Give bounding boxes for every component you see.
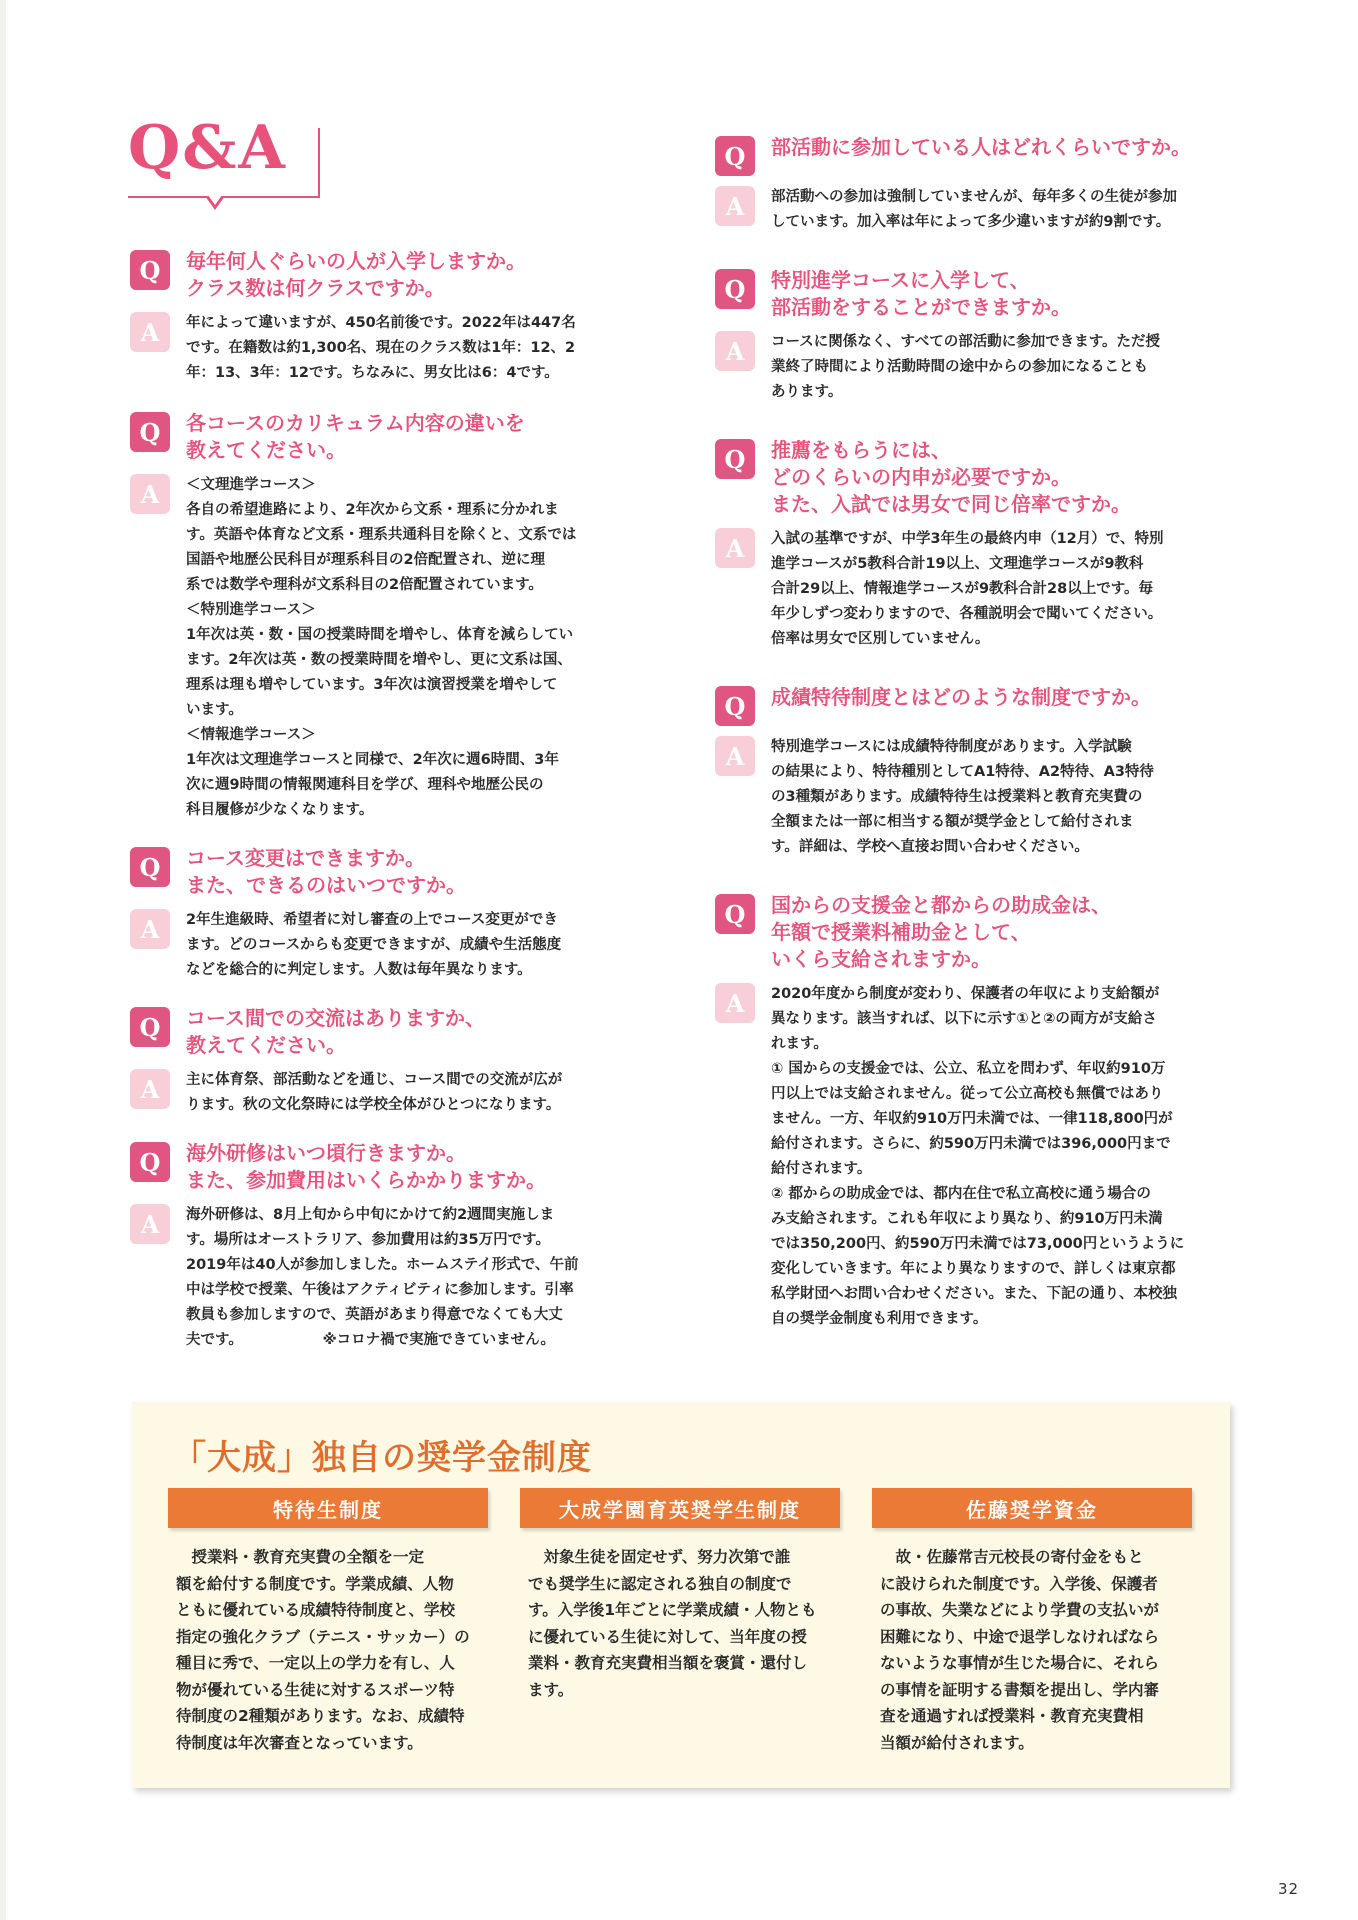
question-text: 成績特待制度とはどのような制度ですか。 (771, 685, 1151, 709)
q-badge: Q (130, 1142, 170, 1182)
right-qa-column (715, 136, 1240, 1358)
answer-text: ＜文理進学コース＞ 各自の希望進路により、2年次から文系・理系に分かれま す。英語や体育など文系・理系共通科目を除くと、文系では 国語や地歴公民科目が理系科目の2倍配置され、逆に理 系では数学や理科が文系科目の2倍配置されています。 ＜特別進学コース＞ 1年次は英・数・国の授業時間を増やし、体育を減らしてい ます。2年次は英・数の授業時間を増やし、更に文系は国、 理系は理も増やしています。3年次は演習授業を増やして います。 ＜情報進学コース＞ 1年次は文理進学コースと同様で、2年次に週6時間、3年 次に週9時間の情報関連科目を学び、理科や地歴公民の 科目履修が少なくなります。 (186, 477, 577, 818)
qa-item (130, 847, 650, 983)
scholarship-body: 対象生徒を固定せず、努力次第で誰 でも奨学生に認定される独自の制度で す。入学後1年ごとに学業成績・人物とも に優れている生徒に対して、当年度の授 業料・教育充実費相当額を褒賞・還付し ます。 (528, 1548, 817, 1699)
a-badge: A (130, 1069, 170, 1109)
scholarship-title: 「大成」独自の奨学金制度 (172, 1438, 592, 1478)
title-frame-pointer-inner (208, 195, 222, 205)
question-text: コース変更はできますか。 また、できるのはいつですか。 (186, 846, 466, 897)
q-badge: Q (130, 412, 170, 452)
qa-item (715, 439, 1240, 652)
scholarship-body: 授業料・教育充実費の全額を一定 額を給付する制度です。学業成績、人物 ともに優れている成績特待制度と、学校 指定の強化クラブ（テニス・サッカー）の 種目に秀で、一定以上の学力を有し、人 物が優れている生徒に対するスポーツ特 待制度の2種類があります。なお、成績特 待制度は年次審査となっています。 (176, 1548, 470, 1752)
answer-text: 2年生進級時、希望者に対し審査の上でコース変更ができ ます。どのコースからも変更できますが、成績や生活態度 などを総合的に判定します。人数は毎年異なります。 (186, 912, 562, 978)
scholarship-column (520, 1488, 840, 1703)
scholarship-body: 故・佐藤常吉元校長の寄付金をもと に設けられた制度です。入学後、保護者 の事故、失業などにより学費の支払いが 困難になり、中途で退学しなければなら ないような事情が生じた場合に、それら の事情を証明する書類を提出し、学内審 査を通過すれば授業料・教育充実費相 当額が給付されます。 (880, 1548, 1160, 1752)
page-title: Q&A (128, 113, 287, 183)
question-text: 各コースのカリキュラム内容の違いを 教えてください。 (186, 411, 525, 462)
qa-item (715, 894, 1240, 1332)
left-qa-column (130, 250, 650, 1379)
answer-text: 特別進学コースには成績特待制度があります。入学試験 の結果により、特待種別としてA1特待、A2特待、A3特待 の3種類があります。成績特待生は授業料と教育充実費の 全額または一部に相当する額が奨学金として給付されま す。詳細は、学校へ直接お問い合わせください。 (771, 739, 1154, 855)
qa-item (715, 269, 1240, 405)
question-text: 推薦をもらうには、 どのくらいの内申が必要ですか。 また、入試では男女で同じ倍率ですか。 (771, 438, 1131, 516)
a-badge: A (715, 983, 755, 1023)
answer-text: 入試の基準ですが、中学3年生の最終内申（12月）で、特別 進学コースが5教科合計19以上、文理進学コースが9教科 合計29以上、情報進学コースが9教科合計28以上です。毎 年少しずつ変わりますので、各種説明会で聞いてください。 倍率は男女で区別していません。 (771, 531, 1164, 647)
a-badge: A (130, 1204, 170, 1244)
scholarship-heading: 大成学園育英奨学生制度 (520, 1488, 840, 1528)
qa-item (130, 412, 650, 823)
answer-text: 2020年度から制度が変わり、保護者の年収により支給額が 異なります。該当すれば、以下に示す①と②の両方が支給さ れます。 ① 国からの支援金では、公立、私立を問わず、年収約910万 円以上では支給されません。従って公立高校も無償ではあり ません。一方、年収約910万円未満では、一律118,800円が 給付されます。さらに、約590万円未満では396,000円まで 給付されます。 ② 都からの助成金では、都内在住で私立高校に通う場合の み支給されます。これも年収により異なり、約910万円未満 では350,200円、約590万円未満では73,000円というように 変化していきます。年により異なりますので、詳しくは東京都 私学財団へお問い合わせください。また、下記の通り、本校独 自の奨学金制度も利用できます。 (771, 986, 1185, 1327)
scholarship-heading: 特待生制度 (168, 1488, 488, 1528)
question-text: 毎年何人ぐらいの人が入学しますか。 クラス数は何クラスですか。 (186, 249, 526, 300)
q-badge: Q (130, 250, 170, 290)
a-badge: A (715, 331, 755, 371)
page-number: 32 (1278, 1880, 1300, 1898)
q-badge: Q (715, 439, 755, 479)
qa-item (130, 250, 650, 386)
q-badge: Q (715, 686, 755, 726)
answer-text: 部活動への参加は強制していませんが、毎年多くの生徒が参加 しています。加入率は年によって多少違いますが約9割です。 (771, 189, 1177, 230)
qa-item (130, 1142, 650, 1353)
scholarship-column (168, 1488, 488, 1756)
q-badge: Q (715, 269, 755, 309)
answer-text: 主に体育祭、部活動などを通じ、コース間での交流が広が ります。秋の文化祭時には学校全体がひとつになります。 (186, 1072, 563, 1113)
a-badge: A (715, 186, 755, 226)
a-badge: A (715, 528, 755, 568)
q-badge: Q (130, 847, 170, 887)
answer-text: 年によって違いますが、450名前後です。2022年は447名 です。在籍数は約1,300名、現在のクラス数は1年：12、2 年：13、3年：12です。ちなみに、男女比は6：4です。 (186, 315, 576, 381)
answer-text: コースに関係なく、すべての部活動に参加できます。ただ授 業終了時間により活動時間の途中からの参加になることも あります。 (771, 334, 1161, 400)
question-text: 海外研修はいつ頃行きますか。 また、参加費用はいくらかかりますか。 (186, 1141, 546, 1192)
question-text: 特別進学コースに入学して、 部活動をすることができますか。 (771, 268, 1071, 319)
scholarship-box (132, 1402, 1230, 1788)
q-badge: Q (715, 894, 755, 934)
a-badge: A (130, 474, 170, 514)
q-badge: Q (715, 136, 755, 176)
qa-item (715, 136, 1240, 235)
scholarship-column (872, 1488, 1192, 1756)
question-text: コース間での交流はありますか、 教えてください。 (186, 1006, 485, 1057)
scholarship-heading: 佐藤奨学資金 (872, 1488, 1192, 1528)
a-badge: A (130, 312, 170, 352)
answer-text: 海外研修は、8月上旬から中旬にかけて約2週間実施しま す。場所はオーストラリア、参加費用は約35万円です。 2019年は40人が参加しました。ホームステイ形式で、午前 中は学校で授業、午後はアクティビティに参加します。引率 教員も参加しますので、英語があまり得意でなくても大丈 夫です。 ※コロナ禍で実施できていません。 (186, 1207, 579, 1348)
page-edge (0, 0, 6, 1920)
question-text: 国からの支援金と都からの助成金は、 年額で授業料補助金として、 いくら支給されますか。 (771, 893, 1111, 971)
qa-item (715, 686, 1240, 860)
q-badge: Q (130, 1007, 170, 1047)
a-badge: A (715, 736, 755, 776)
question-text: 部活動に参加している人はどれくらいですか。 (771, 135, 1191, 159)
qa-item (130, 1007, 650, 1118)
a-badge: A (130, 909, 170, 949)
